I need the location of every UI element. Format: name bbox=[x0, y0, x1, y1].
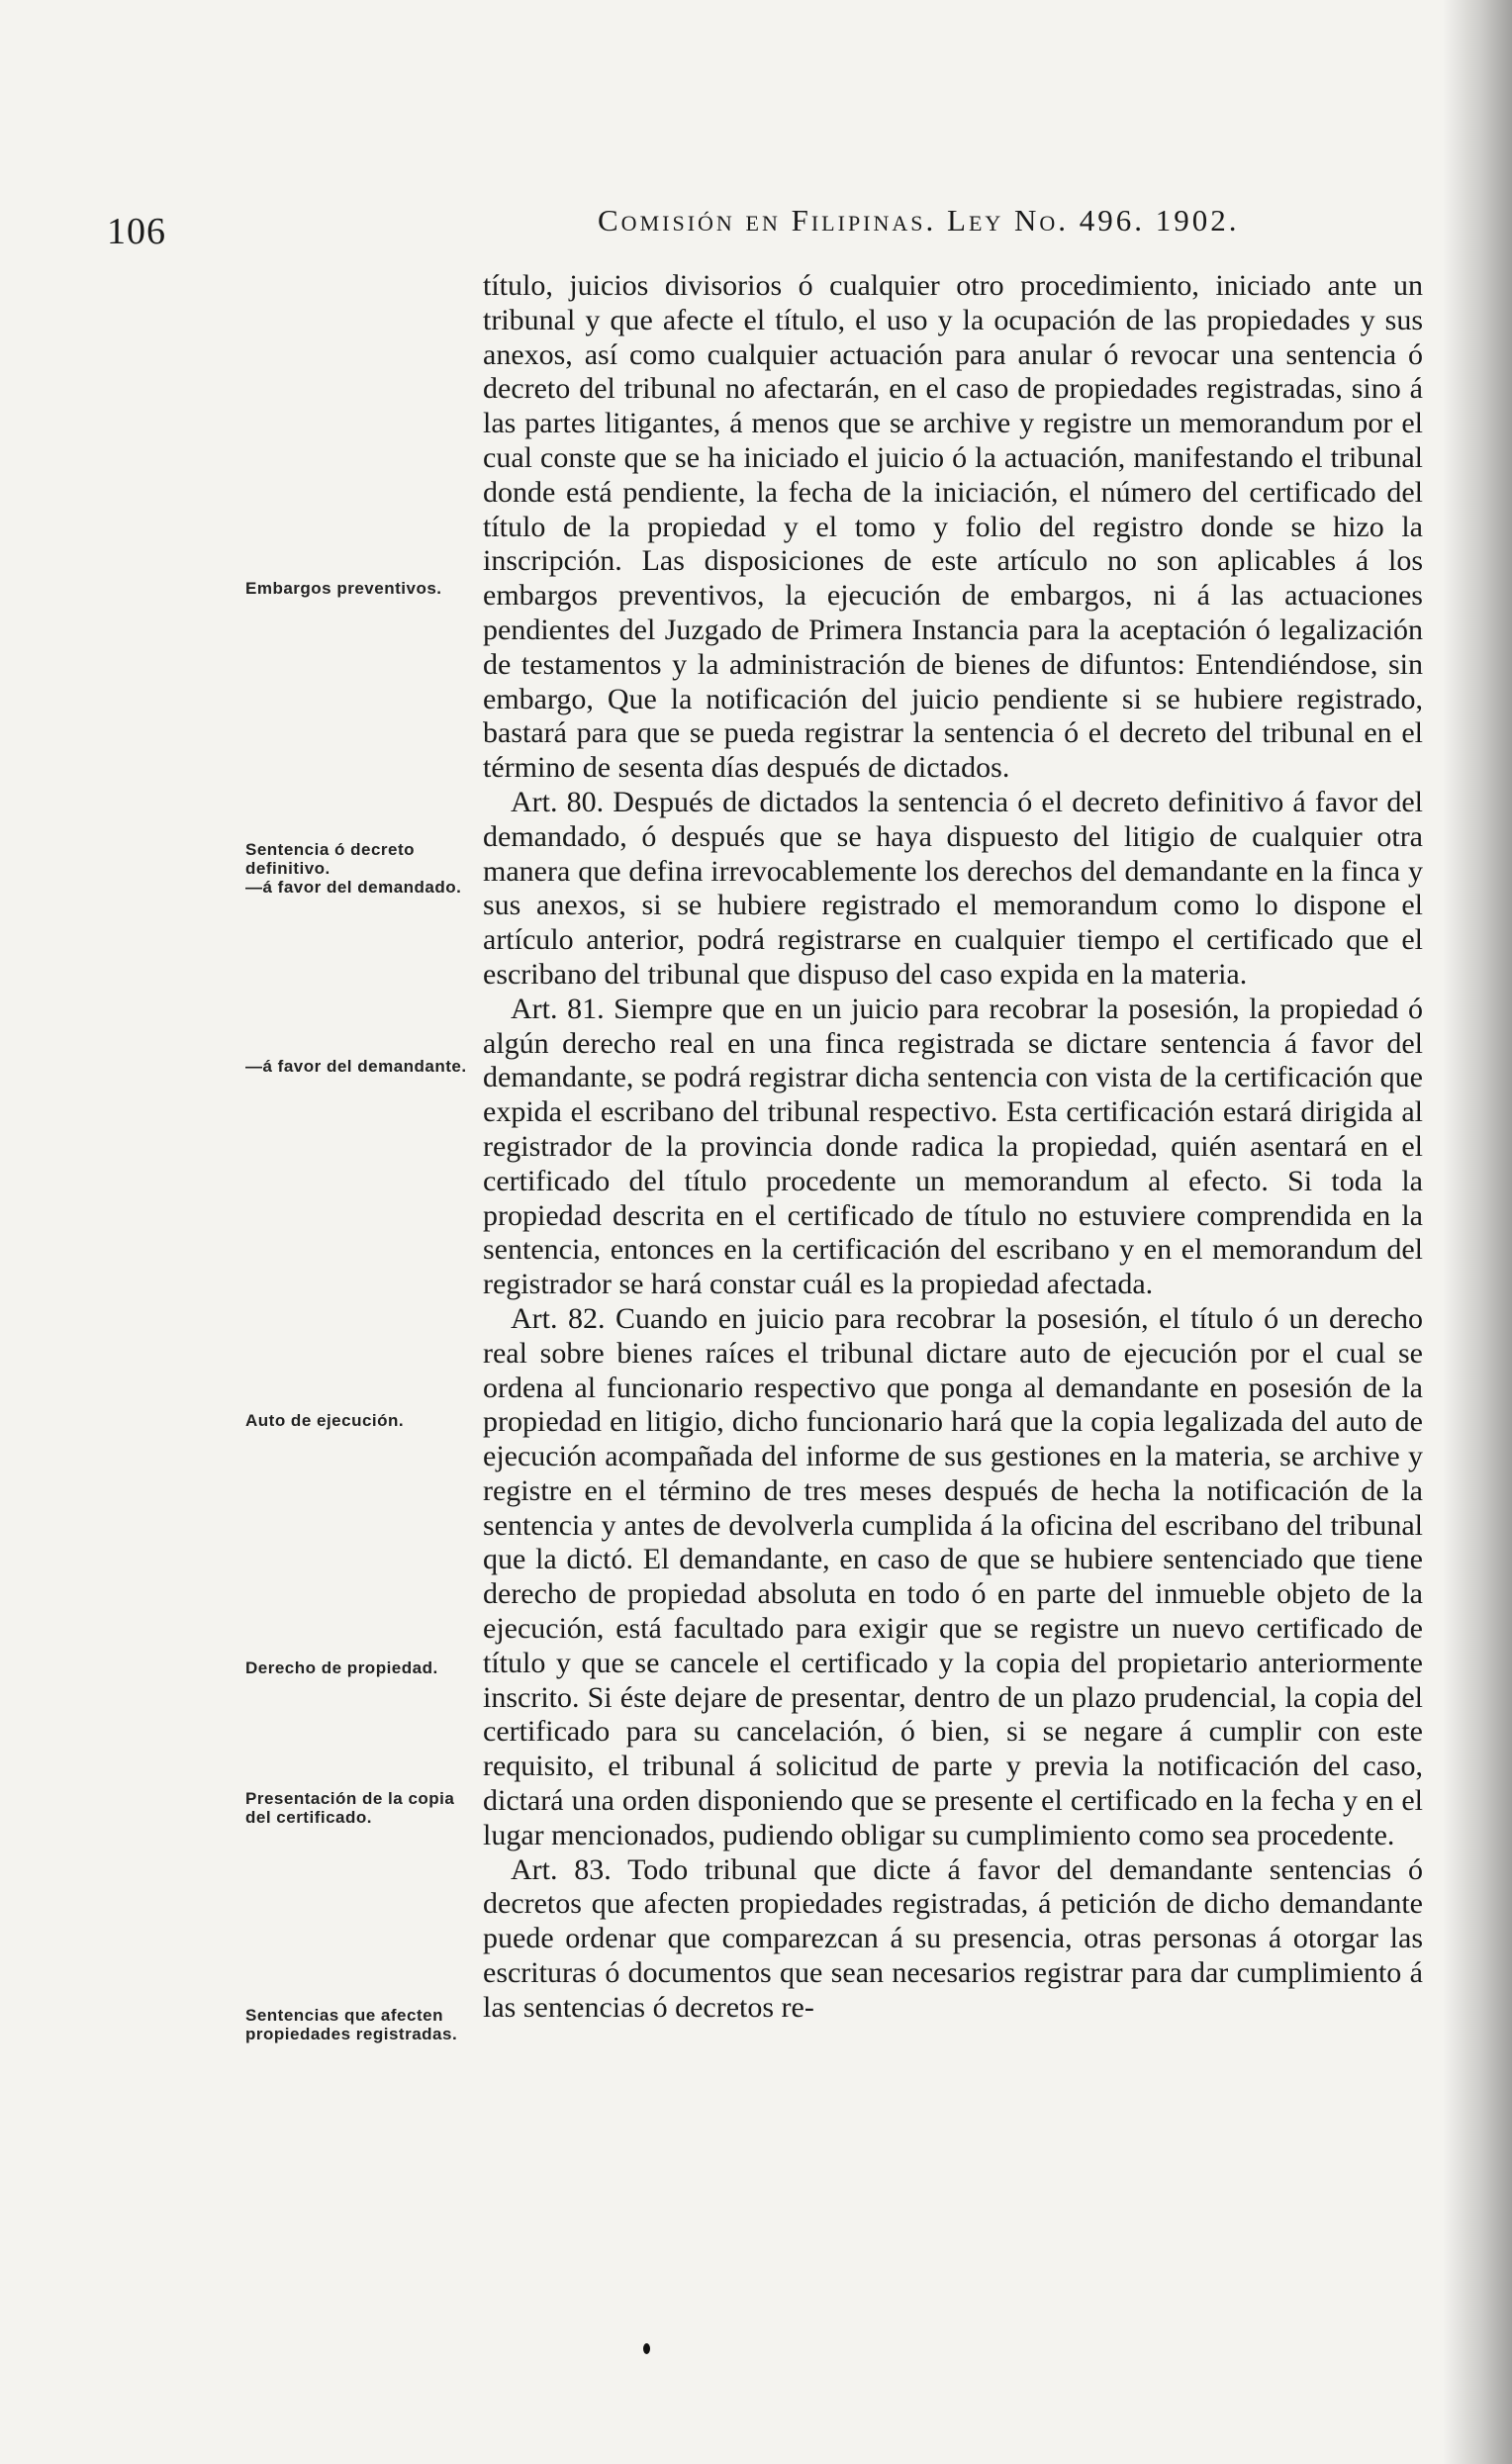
paragraph-art-80: Art. 80. Después de dictados la sentencia ó el decreto definitivo á favor del demandado, ó después que se haya dispuesto del litigio de cualquier otra manera que defina irrevocablemente los derechos del demandante en la finca y sus anexos, si se hubiere registrado el memorandum como lo dispone el artículo anterior, podrá registrarse en cualquier tiempo el certificado que el escribano del tribunal que dispuso del caso expida en la materia. bbox=[483, 785, 1423, 991]
running-head: Comisión en Filipinas. Ley No. 496. 1902. bbox=[598, 203, 1240, 237]
paragraph-art-83: Art. 83. Todo tribunal que dicte á favor del demandante sentencias ó decretos que afecten propiedades registradas, á petición de dicho demandante puede ordenar que comparezcan á su presencia, otras personas á otorgar las escrituras ó documentos que sean necesarios registrar para dar cumplimiento á las sentencias ó decretos re- bbox=[483, 1852, 1423, 2024]
ink-speck bbox=[643, 2343, 650, 2354]
margin-note-favor-demandado: —á favor del demandado. bbox=[245, 878, 462, 897]
margin-note-presentacion-copia: Presentación de la copia del certificado. bbox=[245, 1789, 455, 1827]
page-number: 106 bbox=[107, 211, 166, 252]
margin-note-favor-demandante: —á favor del demandante. bbox=[245, 1057, 467, 1076]
margin-note-derecho-propiedad: Derecho de propiedad. bbox=[245, 1658, 438, 1677]
paragraph-art-81: Art. 81. Siempre que en un juicio para recobrar la posesión, la propiedad ó algún derecho real en una finca registrada se dictare sentencia á favor del demandante, se podrá registrar dicha sentencia con vista de la certificación que expida el escribano del tribunal respectivo. Esta certificación estará dirigida al registrador de la provincia donde radica la propiedad, quién asentará en el certificado del título procedente un memorandum al efecto. Si toda la propiedad descrita en el certificado de título no estuviere comprendida en la sentencia, entonces en la certificación del escribano y en el memorandum del registrador se hará constar cuál es la propiedad afectada. bbox=[483, 992, 1423, 1301]
body-text bbox=[483, 269, 1423, 2026]
paragraph-continuation: título, juicios divisorios ó cualquier otro procedimiento, iniciado ante un tribunal y que afecte el título, el uso y la ocupación de las propiedades y sus anexos, así como cualquier actuación para anular ó revocar una sentencia ó decreto del tribunal no afectarán, en el caso de propiedades registradas, sino á las partes litigantes, á menos que se archive y registre un memorandum por el cual conste que se ha iniciado el juicio ó la actuación, manifestando el tribunal donde está pendiente, la fecha de la iniciación, el número del certificado del título de la propiedad y el tomo y folio del registro donde se hizo la inscripción. Las disposiciones de este artículo no son aplicables á los embargos preventivos, la ejecución de embargos, ni á las actuaciones pendientes del Juzgado de Primera Instancia para la aceptación ó legalización de testamentos y la administración de bienes de difuntos: Entendiéndose, sin embargo, Que la notificación del juicio pendiente si se hubiere registrado, bastará para que se pueda registrar la sentencia ó el decreto del tribunal en el término de sesenta días después de dictados. bbox=[483, 269, 1423, 785]
page-edge-shadow bbox=[1443, 0, 1512, 2464]
margin-note-sentencia-definitiva: Sentencia ó decreto definitivo. bbox=[245, 840, 416, 878]
paragraph-art-82: Art. 82. Cuando en juicio para recobrar la posesión, el título ó un derecho real sobre bienes raíces el tribunal dictare auto de ejecución por el cual se ordena al funcionario respectivo que ponga al demandante en posesión de la propiedad en litigio, dicho funcionario hará que la copia legalizada del auto de ejecución acompañada del informe de sus gestiones en la materia, se archive y registre en el término de tres meses después de hecha la notificación de la sentencia y antes de devolverla cumplida á la oficina del escribano del tribunal que la dictó. El demandante, en caso de que se hubiere sentenciado que tiene derecho de propiedad absoluta en todo ó en parte del inmueble objeto de la ejecución, está facultado para exigir que se registre un nuevo certificado de título y que se cancele el certificado y la copia del propietario anteriormente inscrito. Si éste dejare de presentar, dentro de un plazo prudencial, la copia del certificado para su cancelación, ó bien, si se negare á cumplir con este requisito, el tribunal á solicitud de parte y previa la notificación del caso, dictará una orden disponiendo que se presente el certificado en la fecha y en el lugar mencionados, pudiendo obligar su cumplimiento como sea procedente. bbox=[483, 1301, 1423, 1851]
margin-note-sentencias-registradas: Sentencias que afecten propiedades registradas. bbox=[245, 2006, 458, 2043]
margin-note-embargos: Embargos preventivos. bbox=[245, 579, 442, 598]
margin-note-auto-ejecucion: Auto de ejecución. bbox=[245, 1411, 405, 1430]
